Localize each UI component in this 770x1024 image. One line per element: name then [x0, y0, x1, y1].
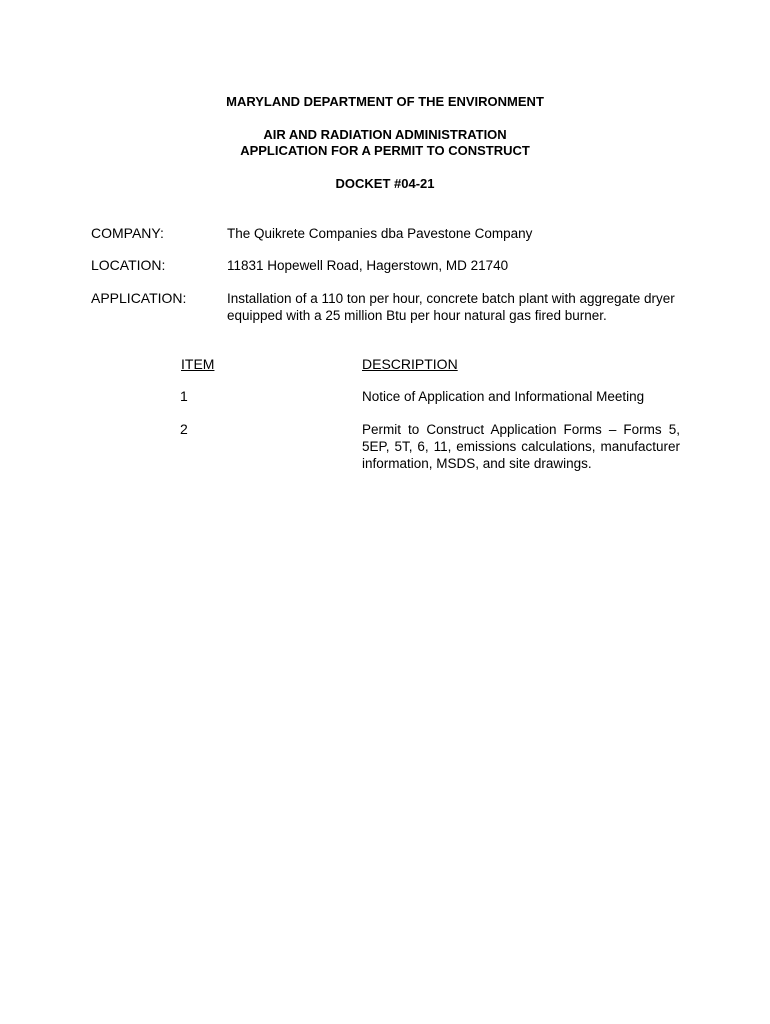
table-row-item: 2: [180, 421, 188, 437]
location-value: 11831 Hopewell Road, Hagerstown, MD 21740: [227, 258, 509, 273]
table-row-item: 1: [180, 388, 188, 404]
agency-title: MARYLAND DEPARTMENT OF THE ENVIRONMENT: [226, 94, 544, 109]
table-row-description: Notice of Application and Informational Meeting: [362, 389, 645, 404]
table-row-description: Permit to Construct Application Forms – Forms 5, 5EP, 5T, 6, 11, emissions calculations, manufacturer information, MSDS, and site drawings.: [362, 422, 680, 471]
location-label: LOCATION:: [91, 257, 166, 273]
application-value: Installation of a 110 ton per hour, concrete batch plant with aggregate dryer equipped with a 25 million Btu per hour natural gas fired burner.: [227, 291, 675, 323]
item-column-header: ITEM: [181, 356, 215, 372]
application-label: APPLICATION:: [91, 290, 187, 306]
company-label: COMPANY:: [91, 225, 164, 241]
docket-number: DOCKET #04-21: [335, 176, 435, 191]
company-value: The Quikrete Companies dba Pavestone Company: [227, 226, 533, 241]
administration-title: AIR AND RADIATION ADMINISTRATION: [263, 127, 507, 142]
description-column-header: DESCRIPTION: [362, 356, 458, 372]
application-title: APPLICATION FOR A PERMIT TO CONSTRUCT: [240, 143, 530, 158]
